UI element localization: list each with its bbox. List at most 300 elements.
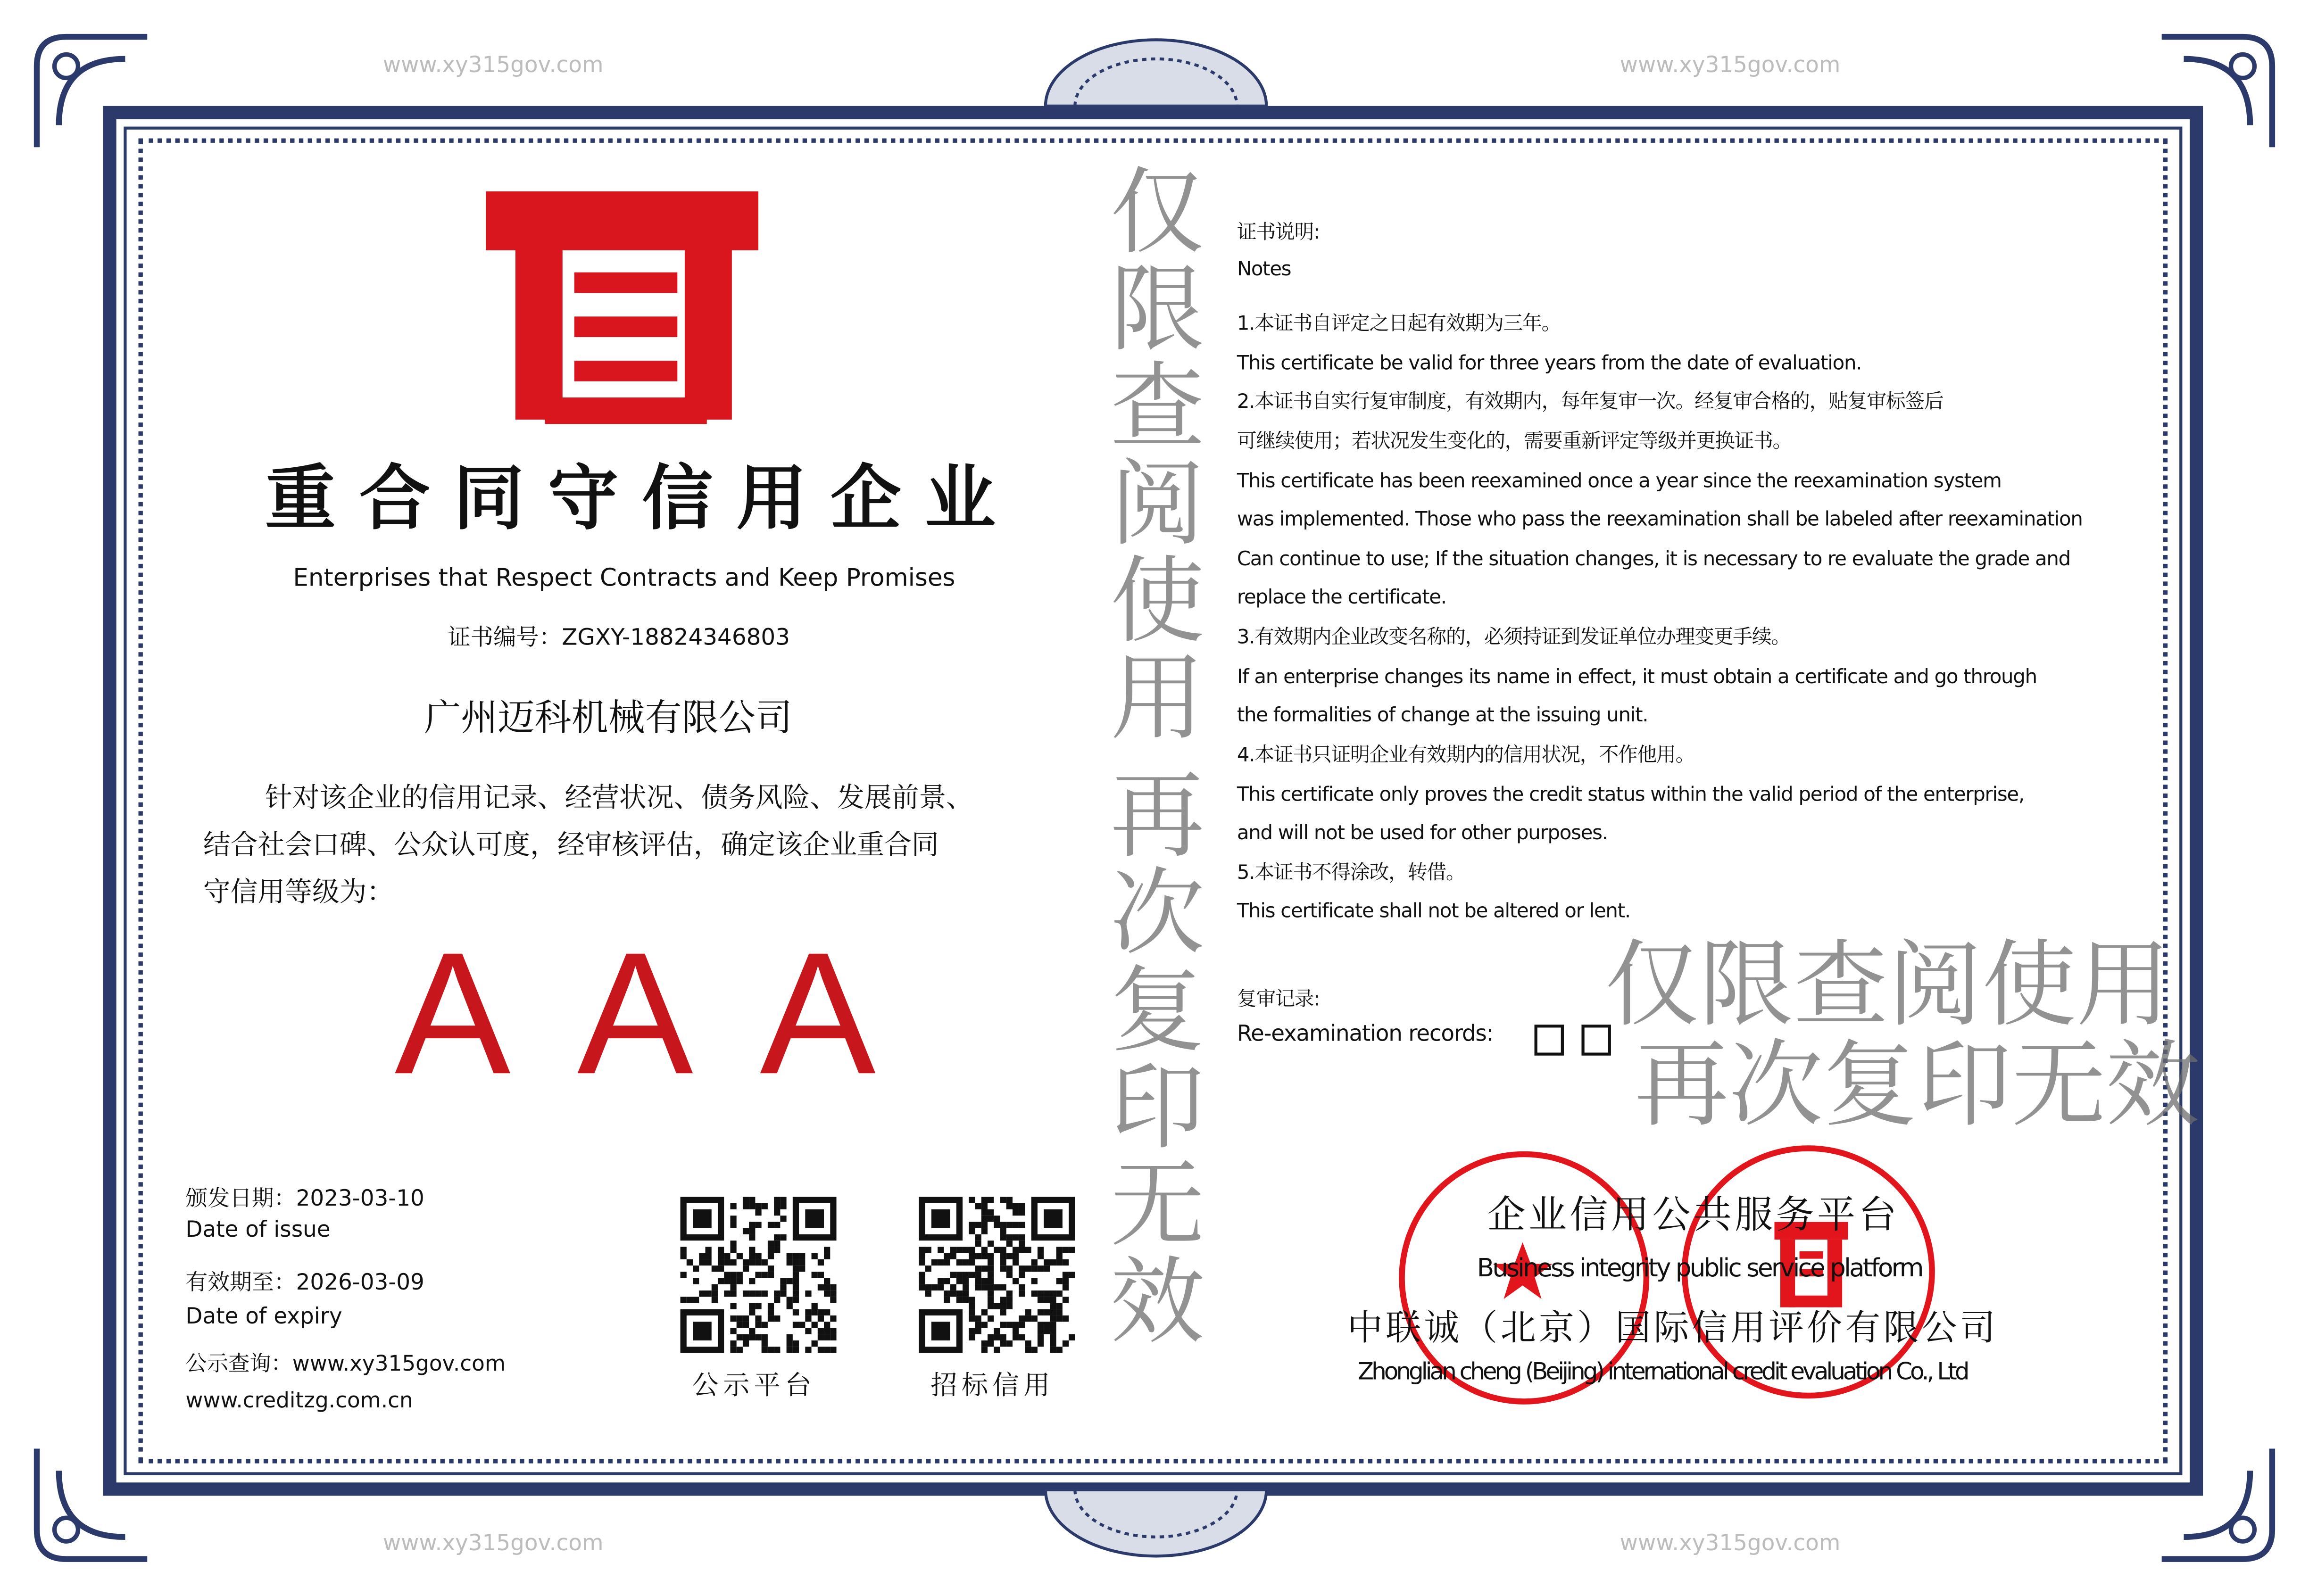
qr-module (988, 1253, 994, 1259)
qr-module (762, 1272, 768, 1278)
qr-module (774, 1209, 780, 1216)
qr-module (1025, 1315, 1031, 1322)
qr-module (824, 1347, 830, 1353)
qr-module (824, 1284, 830, 1290)
qr-module (1019, 1284, 1025, 1290)
watermark-text: 再次复印无效 (1634, 1032, 2200, 1141)
qr-module (1000, 1197, 1006, 1203)
expiry-date: 有效期至：2026-03-09 (185, 1269, 424, 1296)
reexam-label-en: Re-examination records: (1237, 1020, 1494, 1047)
qr-module (981, 1228, 988, 1234)
qr-module (1056, 1347, 1063, 1353)
qr-module (762, 1290, 768, 1297)
qr-module (818, 1284, 824, 1290)
qr-module (812, 1309, 818, 1315)
qr-module (768, 1309, 774, 1315)
qr-module (730, 1328, 736, 1334)
qr-module (969, 1247, 975, 1253)
qr-module (1006, 1303, 1013, 1309)
qr-module (780, 1284, 786, 1290)
qr-module (699, 1259, 705, 1265)
certificate-number: 证书编号：ZGXY-18824346803 (448, 624, 790, 651)
qr-module (994, 1303, 1000, 1309)
qr-module (706, 1290, 712, 1297)
qr-module (919, 1253, 925, 1259)
qr-module (1056, 1253, 1063, 1259)
qr-module (768, 1272, 774, 1278)
qr-module (712, 1297, 718, 1303)
qr-module (780, 1290, 786, 1297)
qr-module (1038, 1334, 1044, 1340)
qr-module (1050, 1315, 1056, 1322)
qr-module (1044, 1328, 1050, 1334)
qr-module (1050, 1340, 1056, 1347)
qr-module (749, 1228, 755, 1234)
qr-module (812, 1340, 818, 1347)
qr-module (706, 1247, 712, 1253)
qr-module (730, 1203, 736, 1209)
qr-module (1013, 1203, 1019, 1209)
description-line: 守信用等级为： (203, 877, 394, 909)
qr-module (1000, 1228, 1006, 1234)
qr-module (963, 1247, 969, 1253)
qr-module (787, 1278, 793, 1284)
qr-module (793, 1290, 799, 1297)
qr-module (988, 1265, 994, 1272)
qr-module (1044, 1322, 1050, 1328)
certificate-subtitle: Enterprises that Respect Contracts and Keep Promises (293, 563, 955, 592)
qr-module (1038, 1265, 1044, 1272)
grade-letter: A (577, 917, 693, 1112)
qr-module (730, 1347, 736, 1353)
qr-module (975, 1203, 981, 1209)
qr-module (830, 1290, 836, 1297)
qr-module (969, 1272, 975, 1278)
qr-module (1031, 1315, 1038, 1322)
qr-module (755, 1253, 761, 1259)
qr-module (975, 1253, 981, 1259)
qr-module (768, 1253, 774, 1259)
qr-module (950, 1253, 956, 1259)
qr-module (1050, 1259, 1056, 1265)
qr-module (981, 1209, 988, 1216)
qr-module (749, 1290, 755, 1297)
qr-module (1019, 1209, 1025, 1216)
qr-module (743, 1340, 749, 1347)
qr-module (981, 1284, 988, 1290)
qr-module (805, 1290, 811, 1297)
note-line: 5.本证书不得涂改，转借。 (1237, 862, 1465, 885)
qr-module (925, 1290, 931, 1297)
qr-module (1038, 1297, 1044, 1303)
qr-module (793, 1278, 799, 1284)
qr-module (812, 1303, 818, 1309)
qr-module (1019, 1203, 1025, 1209)
qr-module (969, 1315, 975, 1322)
qr-module (799, 1259, 805, 1265)
qr-module (1019, 1322, 1025, 1328)
qr-module (1063, 1284, 1069, 1290)
certificate-title: 重合同守信用企业 (265, 458, 1019, 540)
qr-module (687, 1259, 693, 1265)
qr-module (969, 1297, 975, 1303)
qr-module (1063, 1297, 1069, 1303)
qr-module (730, 1303, 736, 1309)
qr-module (1025, 1340, 1031, 1347)
qr-module (1038, 1340, 1044, 1347)
qr-module (981, 1265, 988, 1272)
qr-module (988, 1284, 994, 1290)
site-watermark: www.xy315gov.com (382, 51, 604, 78)
qr-module (1006, 1265, 1013, 1272)
corner-ornament-icon (22, 1441, 155, 1574)
qr-module (981, 1347, 988, 1353)
qr-module (743, 1197, 749, 1203)
qr-module (1063, 1278, 1069, 1284)
qr-module (749, 1309, 755, 1315)
qr-module (1006, 1297, 1013, 1303)
qr-module (805, 1309, 811, 1315)
qr-module (693, 1278, 699, 1284)
qr-module (981, 1340, 988, 1347)
qr-module (963, 1272, 969, 1278)
qr-module (1006, 1240, 1013, 1247)
note-line: Can continue to use; If the situation changes, it is necessary to re evaluate the grade and (1237, 549, 2070, 571)
qr-module (749, 1247, 755, 1253)
qr-module (1019, 1247, 1025, 1253)
qr-module (1006, 1203, 1013, 1209)
bottom-medallion-icon (1038, 1490, 1274, 1561)
qr-module (780, 1203, 786, 1209)
qr-module (1000, 1322, 1006, 1328)
qr-module (774, 1315, 780, 1322)
qr-module (793, 1272, 799, 1278)
qr-module (737, 1347, 743, 1353)
qr-module (988, 1334, 994, 1340)
qr-module (787, 1303, 793, 1309)
qr-module (1000, 1334, 1006, 1340)
qr-module (1000, 1222, 1006, 1228)
qr-module (988, 1209, 994, 1216)
qr-module (938, 1284, 944, 1290)
issue-date: 颁发日期：2023-03-10 (185, 1185, 424, 1212)
qr-module (938, 1278, 944, 1284)
qr-module (1044, 1209, 1063, 1228)
qr-module (975, 1240, 981, 1247)
qr-module (787, 1253, 793, 1259)
qr-module (925, 1284, 931, 1290)
qr-module (988, 1240, 994, 1247)
qr-module (718, 1253, 724, 1259)
qr-module (799, 1265, 805, 1272)
qr-module (830, 1297, 836, 1303)
qr-module (830, 1334, 836, 1340)
issuer-org-en: Zhonglian cheng (Beijing) international credit evaluation Co., Ltd (1357, 1357, 1968, 1386)
qr-module (944, 1253, 950, 1259)
qr-module (762, 1203, 768, 1209)
qr-module (793, 1253, 799, 1259)
qr-module (768, 1347, 774, 1353)
qr-module (919, 1259, 925, 1265)
qr-module (799, 1253, 805, 1259)
qr-module (755, 1259, 761, 1265)
qr-module (768, 1240, 774, 1247)
qr-module (724, 1290, 730, 1297)
qr-module (969, 1197, 975, 1203)
qr-module (975, 1315, 981, 1322)
qr-module (768, 1222, 774, 1228)
qr-module (712, 1265, 718, 1272)
credit-logo-icon (486, 184, 758, 427)
qr-module (706, 1253, 712, 1259)
qr-module (1000, 1259, 1006, 1265)
qr-module (1050, 1297, 1056, 1303)
qr-module (981, 1309, 988, 1315)
qr-module (749, 1278, 755, 1284)
qr-module (969, 1228, 975, 1234)
qr-module (944, 1290, 950, 1297)
qr-module (1019, 1272, 1025, 1278)
qr-module (755, 1322, 761, 1328)
note-line: 2.本证书自实行复审制度，有效期内，每年复审一次。经复审合格的，贴复审标签后 (1237, 391, 1944, 414)
qr-module (730, 1259, 736, 1265)
qr-module (743, 1203, 749, 1209)
qr-module (737, 1334, 743, 1340)
qr-label: 招标信用 (930, 1370, 1055, 1402)
qr-module (988, 1259, 994, 1265)
qr-module (963, 1259, 969, 1265)
query-site-2: www.creditzg.com.cn (185, 1389, 413, 1414)
qr-module (1006, 1197, 1013, 1203)
qr-module (950, 1284, 956, 1290)
qr-module (988, 1340, 994, 1347)
qr-module (730, 1216, 736, 1222)
qr-module (1031, 1259, 1038, 1265)
qr-module (1031, 1278, 1038, 1284)
qr-module (1056, 1247, 1063, 1253)
qr-module (737, 1315, 743, 1322)
qr-module (1044, 1265, 1050, 1272)
qr-module (988, 1197, 994, 1203)
qr-module (774, 1240, 780, 1247)
qr-module (1038, 1322, 1044, 1328)
qr-module (749, 1222, 755, 1228)
qr-module (994, 1328, 1000, 1334)
watermark-text: 仅限查阅使用 (1605, 932, 2171, 1041)
qr-module (737, 1253, 743, 1259)
qr-module (1019, 1234, 1025, 1240)
qr-module (1063, 1340, 1069, 1347)
qr-module (1025, 1309, 1031, 1315)
qr-module (1000, 1297, 1006, 1303)
qr-module (969, 1309, 975, 1315)
qr-module (975, 1284, 981, 1290)
qr-module (749, 1334, 755, 1340)
note-line: 3.有效期内企业改变名称的，必须持证到发证单位办理变更手续。 (1237, 627, 1790, 649)
qr-module (762, 1347, 768, 1353)
qr-module (956, 1290, 963, 1297)
qr-code-public-platform[interactable] (677, 1197, 839, 1353)
qr-module (975, 1278, 981, 1284)
qr-module (1031, 1347, 1038, 1353)
qr-module (699, 1253, 705, 1259)
qr-module (1025, 1247, 1031, 1253)
qr-module (1069, 1247, 1075, 1253)
qr-module (1000, 1265, 1006, 1272)
qr-module (988, 1290, 994, 1297)
description-line: 结合社会口碑、公众认可度，经审核评估，确定该企业重合同 (203, 830, 939, 861)
qr-module (1013, 1253, 1019, 1259)
qr-module (805, 1347, 811, 1353)
qr-module (1044, 1290, 1050, 1297)
note-line: was implemented. Those who pass the reexamination shall be labeled after reexamination (1237, 509, 2083, 532)
note-line: If an enterprise changes its name in effect, it must obtain a certificate and go through (1237, 667, 2037, 689)
qr-module (1056, 1303, 1063, 1309)
qr-module (737, 1272, 743, 1278)
qr-module (1013, 1222, 1019, 1228)
qr-module (963, 1278, 969, 1284)
qr-module (787, 1259, 793, 1265)
site-watermark: www.xy315gov.com (1620, 1530, 1841, 1556)
qr-module (743, 1322, 749, 1328)
qr-module (687, 1297, 693, 1303)
qr-module (749, 1253, 755, 1259)
qr-module (712, 1284, 718, 1290)
qr-module (975, 1265, 981, 1272)
qr-module (762, 1322, 768, 1328)
qr-module (988, 1278, 994, 1284)
qr-module (730, 1278, 736, 1284)
qr-module (812, 1272, 818, 1278)
note-line: the formalities of change at the issuing unit. (1237, 705, 1648, 728)
qr-module (1050, 1309, 1056, 1315)
qr-module (824, 1278, 830, 1284)
qr-module (787, 1347, 793, 1353)
qr-module (712, 1290, 718, 1297)
reexam-record-box[interactable] (1535, 1025, 1564, 1056)
qr-module (824, 1253, 830, 1259)
qr-module (975, 1328, 981, 1334)
qr-module (925, 1247, 931, 1253)
qr-module (1006, 1340, 1013, 1347)
qr-module (938, 1247, 944, 1253)
qr-module (988, 1303, 994, 1309)
qr-module (1013, 1322, 1019, 1328)
qr-module (1063, 1272, 1069, 1278)
description-line: 针对该企业的信用记录、经营状况、债务风险、发展前景、 (265, 783, 973, 814)
qr-module (762, 1259, 768, 1265)
reexam-label-cn: 复审记录: (1237, 989, 1320, 1012)
note-line: This certificate be valid for three years from the date of evaluation. (1237, 353, 1862, 376)
qr-module (919, 1247, 925, 1253)
watermark-text: 再次复印无效 (1094, 765, 1204, 1349)
corner-ornament-icon (2154, 1441, 2287, 1574)
qr-module (730, 1284, 736, 1290)
qr-module (981, 1203, 988, 1209)
qr-module (749, 1234, 755, 1240)
qr-module (994, 1334, 1000, 1340)
qr-module (774, 1297, 780, 1303)
qr-module (780, 1197, 786, 1203)
qr-module (730, 1272, 736, 1278)
qr-module (938, 1259, 944, 1265)
qr-module (1000, 1340, 1006, 1347)
qr-module (981, 1322, 988, 1328)
notes-heading-en: Notes (1237, 259, 1291, 281)
qr-module (768, 1247, 774, 1253)
qr-module (981, 1247, 988, 1253)
qr-module (780, 1278, 786, 1284)
expiry-date-en: Date of expiry (185, 1303, 342, 1330)
qr-module (793, 1322, 799, 1328)
qr-module (755, 1272, 761, 1278)
qr-module (718, 1247, 724, 1253)
qr-module (762, 1340, 768, 1347)
qr-module (1038, 1253, 1044, 1259)
qr-module (724, 1278, 730, 1284)
qr-module (919, 1272, 925, 1278)
qr-module (944, 1278, 950, 1284)
qr-module (699, 1290, 705, 1297)
qr-module (969, 1303, 975, 1309)
qr-module (1006, 1222, 1013, 1228)
qr-module (1006, 1253, 1013, 1259)
qr-module (919, 1278, 925, 1284)
qr-module (780, 1216, 786, 1222)
watermark-text: 仅限查阅使用 (1094, 162, 1204, 745)
qr-module (1006, 1322, 1013, 1328)
qr-module (824, 1334, 830, 1340)
qr-module (824, 1309, 830, 1315)
qr-module (931, 1259, 938, 1265)
qr-module (1038, 1309, 1044, 1315)
qr-module (1056, 1309, 1063, 1315)
qr-module (944, 1259, 950, 1265)
note-line: and will not be used for other purposes. (1237, 823, 1608, 845)
corner-ornament-icon (22, 22, 155, 155)
qr-module (994, 1347, 1000, 1353)
qr-module (1019, 1240, 1025, 1247)
qr-module (830, 1347, 836, 1353)
qr-module (1025, 1347, 1031, 1353)
qr-module (919, 1284, 925, 1290)
note-line: 可继续使用；若状况发生变化的，需要重新评定等级并更换证书。 (1237, 431, 1792, 454)
qr-module (975, 1272, 981, 1278)
qr-module (730, 1290, 736, 1297)
qr-module (755, 1334, 761, 1340)
top-medallion-icon (1038, 35, 1274, 106)
qr-module (693, 1209, 712, 1228)
qr-module (718, 1265, 724, 1272)
qr-module (1050, 1328, 1056, 1334)
qr-module (799, 1322, 805, 1328)
qr-module (1050, 1322, 1056, 1328)
qr-module (988, 1297, 994, 1303)
qr-module (774, 1203, 780, 1209)
qr-module (1031, 1265, 1038, 1272)
qr-module (818, 1347, 824, 1353)
qr-code-bidding-credit[interactable] (916, 1197, 1078, 1353)
qr-module (1038, 1290, 1044, 1297)
qr-module (724, 1259, 730, 1265)
qr-module (762, 1334, 768, 1340)
qr-module (793, 1340, 799, 1347)
qr-module (1013, 1209, 1019, 1216)
qr-module (1000, 1303, 1006, 1309)
qr-module (994, 1247, 1000, 1253)
qr-module (693, 1322, 712, 1340)
qr-module (749, 1303, 755, 1309)
